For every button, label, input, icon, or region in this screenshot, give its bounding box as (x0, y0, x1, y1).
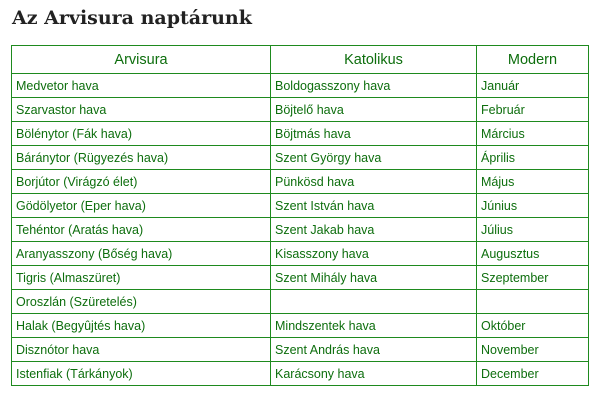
cell-modern: Május (477, 170, 589, 194)
table-row (12, 98, 589, 122)
cell-katolikus: Böjtmás hava (271, 122, 477, 146)
cell-arvisura: Gödölyetor (Eper hava) (12, 194, 271, 218)
cell-katolikus: Karácsony hava (271, 362, 477, 386)
header-row (12, 46, 589, 74)
cell-arvisura: Bölénytor (Fák hava) (12, 122, 271, 146)
table-row (12, 194, 589, 218)
cell-katolikus: Boldogasszony hava (271, 74, 477, 98)
table-row (12, 362, 589, 386)
table-row (12, 266, 589, 290)
cell-katolikus: Szent István hava (271, 194, 477, 218)
header-katolikus: Katolikus (271, 46, 477, 74)
cell-katolikus: Szent György hava (271, 146, 477, 170)
cell-katolikus: Mindszentek hava (271, 314, 477, 338)
cell-modern: Szeptember (477, 266, 589, 290)
cell-arvisura: Disznótor hava (12, 338, 271, 362)
cell-arvisura: Szarvastor hava (12, 98, 271, 122)
cell-modern: November (477, 338, 589, 362)
table-row (12, 338, 589, 362)
cell-katolikus (271, 290, 477, 314)
cell-modern: Augusztus (477, 242, 589, 266)
table-row (12, 170, 589, 194)
table-row (12, 242, 589, 266)
calendar-table (11, 45, 589, 386)
cell-modern: Július (477, 218, 589, 242)
table-header (12, 46, 589, 74)
cell-modern: Február (477, 98, 589, 122)
table-row (12, 218, 589, 242)
cell-arvisura: Borjútor (Virágzó élet) (12, 170, 271, 194)
cell-modern: Január (477, 74, 589, 98)
table-row (12, 290, 589, 314)
header-arvisura: Arvisura (12, 46, 271, 74)
cell-arvisura: Tigris (Almaszüret) (12, 266, 271, 290)
cell-katolikus: Szent Mihály hava (271, 266, 477, 290)
cell-katolikus: Kisasszony hava (271, 242, 477, 266)
cell-modern: Június (477, 194, 589, 218)
cell-arvisura: Halak (Begyûjtés hava) (12, 314, 271, 338)
page-title: Az Arvisura naptárunk (12, 7, 252, 29)
cell-katolikus: Pünkösd hava (271, 170, 477, 194)
cell-modern: Október (477, 314, 589, 338)
cell-katolikus: Szent Jakab hava (271, 218, 477, 242)
cell-arvisura: Báránytor (Rügyezés hava) (12, 146, 271, 170)
cell-modern: Április (477, 146, 589, 170)
header-modern: Modern (477, 46, 589, 74)
cell-katolikus: Böjtelő hava (271, 98, 477, 122)
table-body (12, 74, 589, 386)
cell-modern: December (477, 362, 589, 386)
table-row (12, 314, 589, 338)
cell-arvisura: Oroszlán (Szüretelés) (12, 290, 271, 314)
cell-arvisura: Medvetor hava (12, 74, 271, 98)
cell-arvisura: Aranyasszony (Bőség hava) (12, 242, 271, 266)
cell-modern (477, 290, 589, 314)
cell-arvisura: Istenfiak (Tárkányok) (12, 362, 271, 386)
cell-arvisura: Tehéntor (Aratás hava) (12, 218, 271, 242)
table-row (12, 74, 589, 98)
table-row (12, 146, 589, 170)
table-row (12, 122, 589, 146)
cell-katolikus: Szent András hava (271, 338, 477, 362)
cell-modern: Március (477, 122, 589, 146)
